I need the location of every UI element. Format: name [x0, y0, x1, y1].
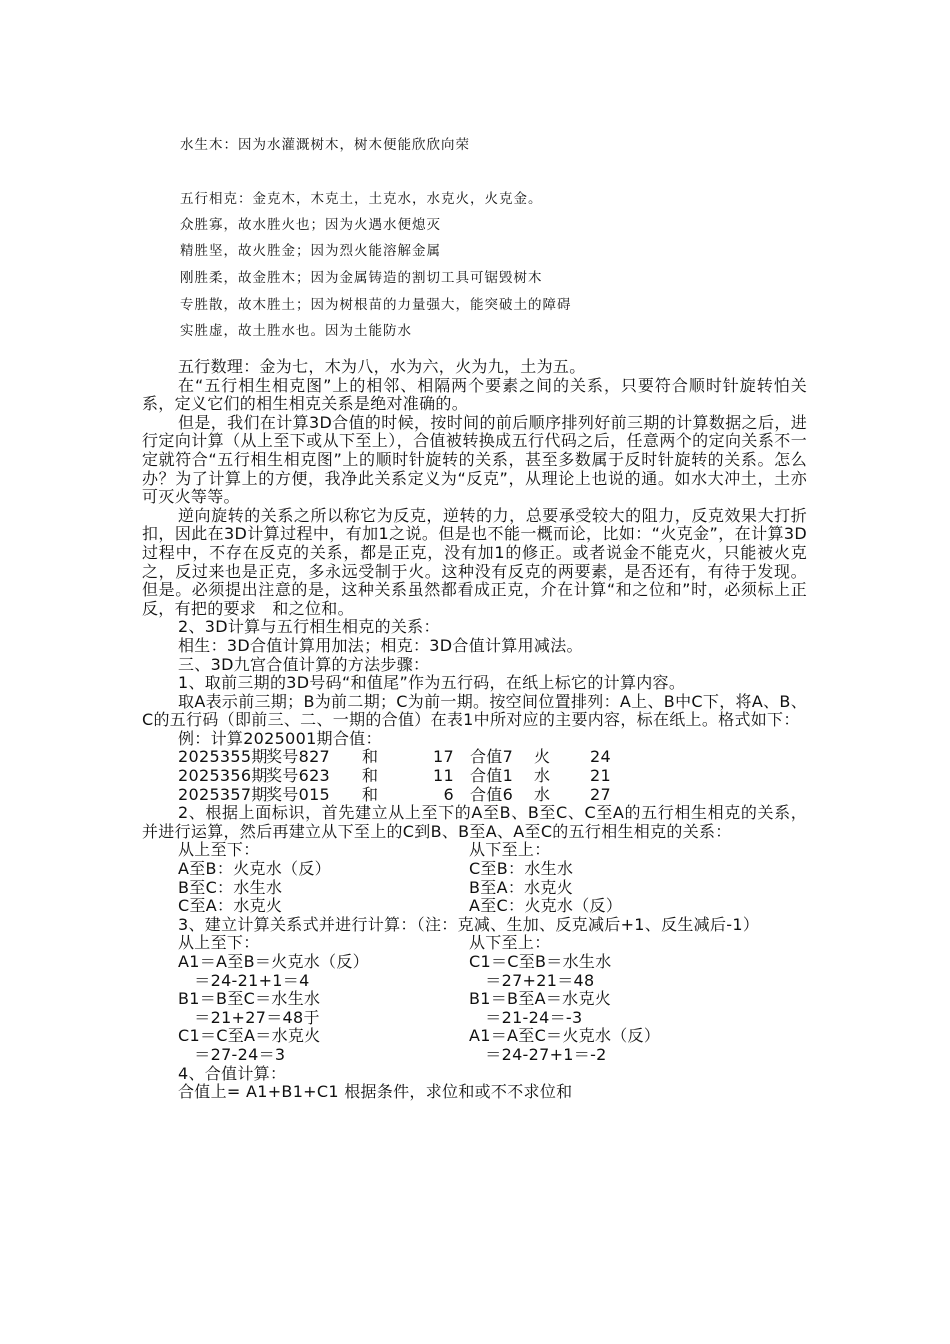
calc-row: C1＝C至A＝水克火 A1＝A至C＝火克水（反） — [178, 1026, 661, 1046]
paragraph-abc-definition: 取A表示前三期；B为前二期；C为前一期。按空间位置排列：A上、B中C下，将A、B、C的五行码（即前三、二、一期的合值）在表1中所对应的主要内容，标在纸上。格式如下： — [142, 691, 807, 730]
lottery-table — [142, 748, 807, 804]
paragraph-reverse-ke: 但是，我们在计算3D合值的时候，按时间的前后顺序排列好前三期的计算数据之后，进行定向计算（从上至下或从下至上），合值被转换成五行代码之后，任意两个的定向关系不一定就符合“五行相生相克图”上的顺时针旋转的关系，甚至多数属于反时针旋转的关系。怎么办？为了计算上的方便，我净此关系定义为“反克”，从理论上也说的通。如水大冲土，土亦可灭火等等。 — [142, 412, 807, 507]
relation-row: A至B：火克水（反） C至B：水生水 — [178, 859, 574, 879]
calculation-table — [142, 934, 807, 1064]
paragraph-section-2: 2、3D计算与五行相生相克的关系： — [178, 617, 440, 637]
paragraph-step-2: 2、根据上面标识，首先建立从上至下的A至B、B至C、C至A的五行相生相克的关系，并进行运算，然后再建立从下至上的C到B、B至A、A至C的五行相生相克的关系： — [142, 803, 807, 841]
calc-row: B1＝B至C＝水生水 B1＝B至A＝水克火 — [178, 989, 612, 1009]
paragraph-adjacency: 在“五行相生相克图”上的相邻、相隔两个要素之间的关系，只要符合顺时针旋转怕关系，定义它们的相生相克关系是绝对准确的。 — [142, 375, 807, 414]
paragraph-step-1: 1、取前三期的3D号码“和值尾”作为五行码，在纸上标它的计算内容。 — [178, 673, 686, 693]
calc-row: ＝21+27＝48于 ＝21-24＝-3 — [178, 1007, 583, 1027]
relation-row: 从上至下： 从下至上： — [178, 840, 551, 860]
calc-row: ＝27-24＝3 ＝24-27+1＝-2 — [178, 1044, 607, 1064]
top-line-metal-wood: 刚胜柔，故金胜木；因为金属铸造的割切工具可锯毁树木 — [180, 270, 543, 286]
paragraph-sheng-ke-rule: 相生：3D合值计算用加法；相克：3D合值计算用减法。 — [178, 635, 583, 655]
paragraph-sum-formula: 合值上= A1+B1+C1 根据条件，求位和或不不求位和 — [178, 1082, 573, 1102]
top-line-water-wood: 水生木：因为水灌溉树木，树木便能欣欣向荣 — [180, 137, 470, 153]
relation-table — [142, 841, 807, 915]
top-line-earth-water: 实胜虚，故土胜水也。因为土能防水 — [180, 323, 412, 339]
lottery-row: 2025355期 奖号827 和 17 合值7 火 24 — [178, 747, 611, 767]
paragraph-section-3: 三、3D九宫合值计算的方法步骤： — [178, 654, 430, 674]
paragraph-reverse-rotation: 逆向旋转的关系之所以称它为反克，逆转的力，总要承受较大的阻力，反克效果大打折扣，因此在3D计算过程中，有加1之说。但是也不能一概而论，比如：“火克金”，在计算3D过程中，不存在反克的关系，都是正克，没有加1的修正。或者说金不能克火，只能被火克之，反过来也是正克，多永远受制于火。这种没有反克的两要素，是否还有，有待于发现。但是。必须提出注意的是，这种关系虽然都看成正克，介在计算“和之位和”时，必须标上正反，有把的要求 和之位和。 — [142, 505, 807, 618]
relation-row: B至C：水生水 B至A：水克火 — [178, 877, 574, 897]
top-line-fire-metal: 精胜坚，故火胜金；因为烈火能溶解金属 — [180, 243, 441, 259]
lottery-row: 2025357期 奖号015 和 6 合值6 水 27 — [178, 784, 611, 804]
calc-row: A1＝A至B＝火克水（反） C1＝C至B＝水生水 — [178, 952, 612, 971]
lottery-row: 2025356期 奖号623 和 11 合值1 水 21 — [178, 766, 611, 786]
calc-row: ＝24-21+1＝4 ＝27+21＝48 — [178, 970, 595, 990]
paragraph-example: 例：计算2025001期合值： — [178, 728, 382, 748]
top-line-wood-earth: 专胜散，故木胜土；因为树根苗的力量强大，能突破土的障碍 — [180, 297, 572, 313]
paragraph-step-4: 4、合值计算： — [178, 1063, 287, 1083]
main-text — [142, 358, 807, 1102]
top-line-wuxing-xiangke: 五行相克：金克木，木克土，土克水，水克火，火克金。 — [180, 191, 543, 207]
calc-row: 从上至下： 从下至上： — [178, 933, 551, 953]
relation-row: C至A：水克火 A至C：火克水（反） — [178, 896, 623, 916]
paragraph-step-3: 3、建立计算关系式并进行计算：（注：克减、生加、反克减后+1、反生减后-1） — [178, 914, 760, 934]
paragraph-wuxing-numbers: 五行数理：金为七，木为八，水为六，火为九，土为五。 — [178, 357, 586, 376]
top-line-water-fire: 众胜寡，故水胜火也；因为火遇水便熄灭 — [180, 217, 441, 233]
